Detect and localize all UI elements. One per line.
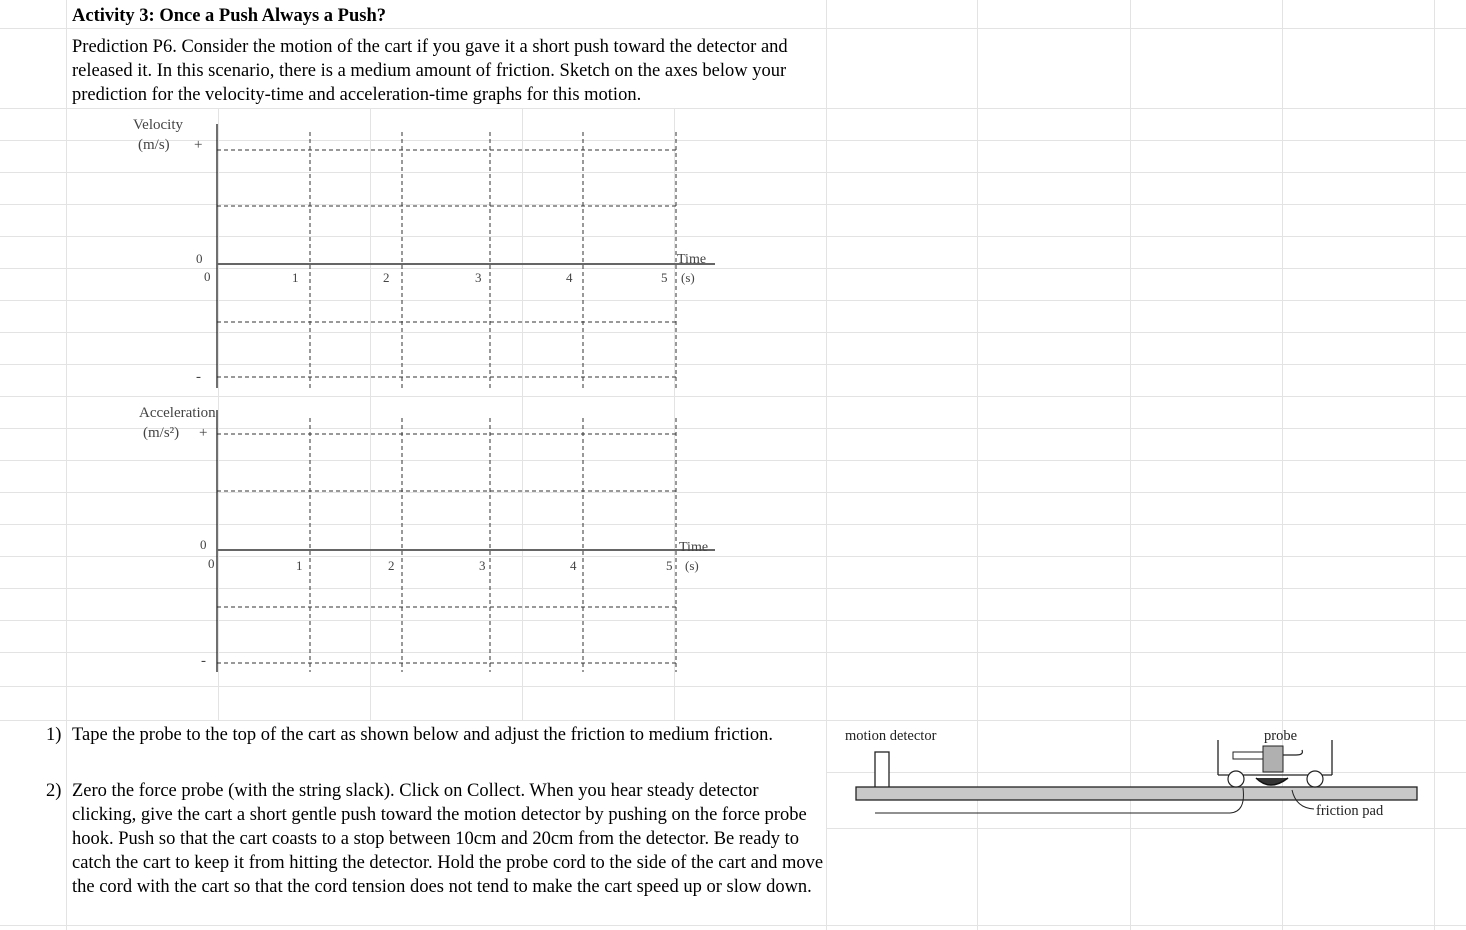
- v-tick-5: 5: [661, 270, 668, 285]
- v-plus-label: +: [194, 137, 203, 153]
- v-ylabel-1: Velocity: [133, 117, 183, 133]
- track: [856, 787, 1417, 800]
- a-tick-1: 1: [296, 558, 303, 573]
- friction-pad: [1256, 778, 1288, 785]
- a-tick-3: 3: [479, 558, 486, 573]
- motion-detector-box: [875, 752, 889, 788]
- a-zero-x: 0: [208, 556, 215, 571]
- v-ylabel-2: (m/s): [138, 137, 170, 153]
- probe-label: probe: [1264, 728, 1298, 744]
- v-zero-y: 0: [196, 251, 203, 266]
- a-time-label: Time: [679, 540, 709, 555]
- cart-wheel-left: [1228, 771, 1244, 787]
- step-2-text: Zero the force probe (with the string slack). Click on Collect. When you hear steady detector clicking, give the cart a short gentle push toward the motion detector by pushing on the force probe hook. Push so that the cart coasts to a stop between 10cm and 20cm from the detector. Be ready to catch the cart to keep it from hitting the detector. Hold the probe cord to the side of the cart and move the cord with the cart so that the cord tension does not tend to make the cart speed up or slow down.: [72, 781, 824, 897]
- v-minus-label: -: [196, 369, 201, 385]
- step-1-number: 1): [46, 725, 62, 745]
- friction-pad-label: friction pad: [1316, 803, 1384, 819]
- probe-hook: [1283, 750, 1302, 755]
- a-ylabel-2: (m/s²): [143, 425, 180, 441]
- a-zero-y: 0: [200, 537, 207, 552]
- v-time-unit: (s): [681, 270, 695, 285]
- a-plus-label: +: [199, 425, 208, 441]
- v-tick-3: 3: [475, 270, 482, 285]
- v-time-label: Time: [677, 252, 707, 267]
- step-2-number: 2): [46, 781, 62, 801]
- a-tick-4: 4: [570, 558, 577, 573]
- a-tick-5: 5: [666, 558, 673, 573]
- force-probe-body: [1263, 746, 1283, 772]
- step-1-text: Tape the probe to the top of the cart as shown below and adjust the friction to medium friction.: [72, 725, 774, 745]
- v-tick-2: 2: [383, 270, 390, 285]
- a-ylabel-1: Acceleration: [139, 405, 216, 421]
- v-tick-1: 1: [292, 270, 299, 285]
- a-time-unit: (s): [685, 558, 699, 573]
- motion-detector-label: motion detector: [845, 728, 937, 744]
- v-zero-x: 0: [204, 269, 211, 284]
- a-minus-label: -: [201, 653, 206, 669]
- cart-wheel-right: [1307, 771, 1323, 787]
- probe-arm: [1233, 752, 1263, 759]
- v-tick-4: 4: [566, 270, 573, 285]
- a-tick-2: 2: [388, 558, 395, 573]
- prediction-text: Prediction P6. Consider the motion of the cart if you gave it a short push toward the detector and released it. In this scenario, there is a medium amount of friction. Sketch on the axes below your prediction for the velocity-time and acceleration-time graphs for this motion.: [72, 37, 788, 105]
- activity-title: Activity 3: Once a Push Always a Push?: [72, 6, 387, 26]
